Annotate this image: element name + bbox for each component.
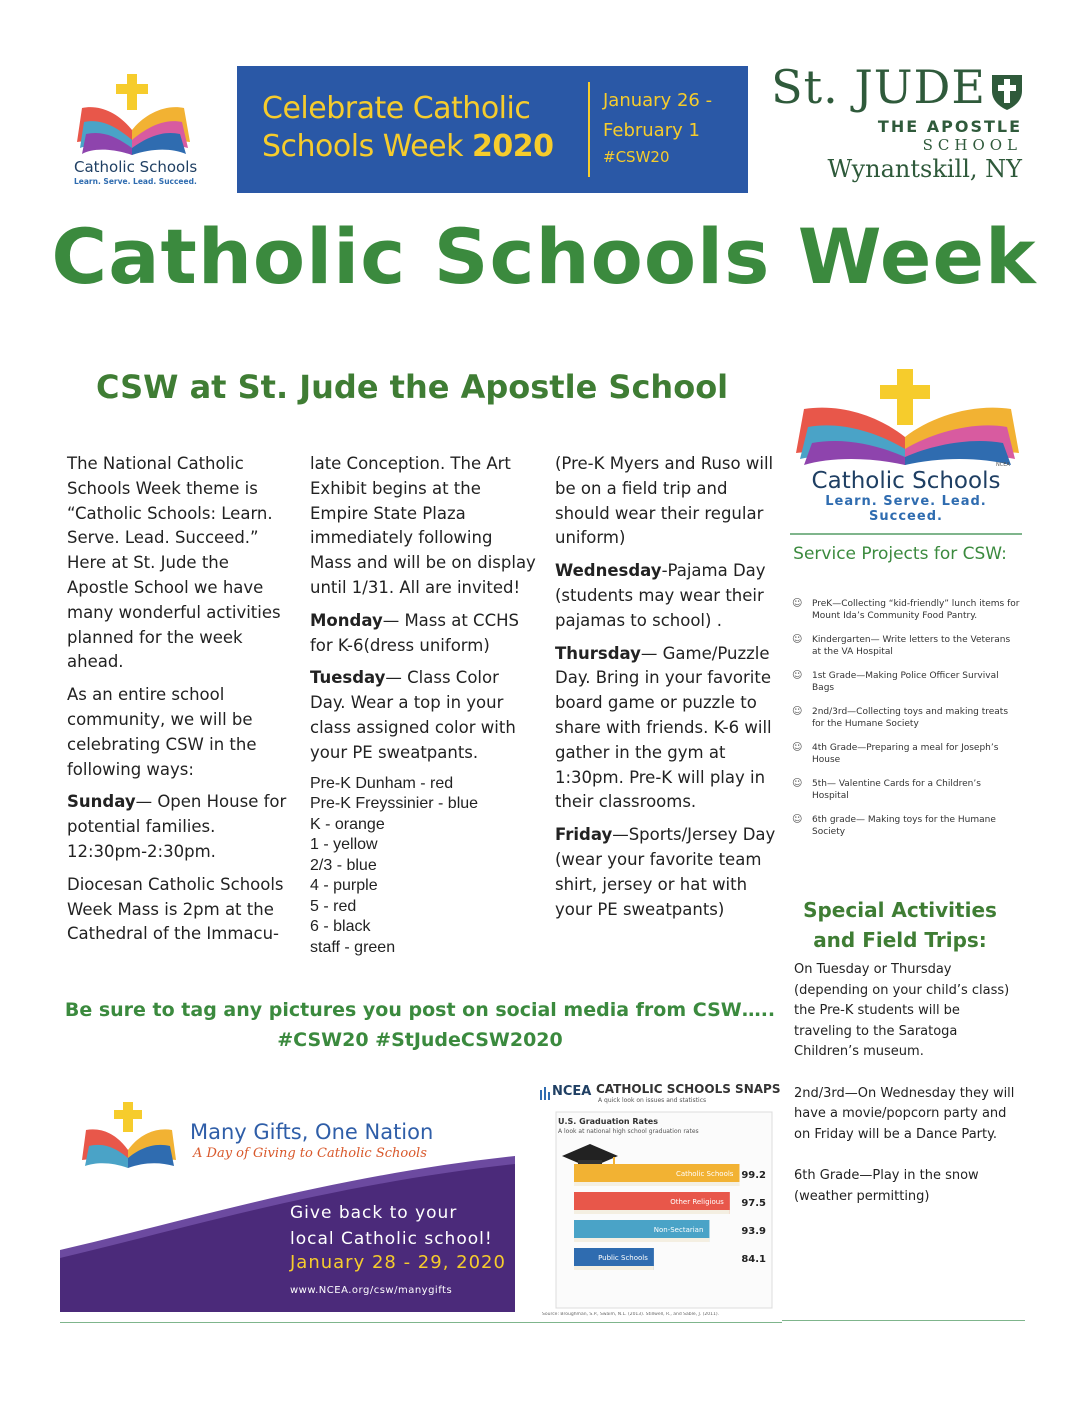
art-exhibit-paragraph: late Conception. The Art Exhibit begins at the Empire State Plaza immediately following Mass and will be on display until 1/31. All are invited!	[310, 454, 536, 597]
school-name	[754, 60, 1024, 122]
banner-title-line2	[262, 128, 562, 166]
list-item: ☺ 2nd/3rd—Collecting toys and making treats for the Humane Society	[790, 706, 1020, 730]
tuesday-paragraph	[310, 666, 538, 765]
list-item: ☺ 4th Grade—Preparing a meal for Joseph’s House	[790, 742, 1020, 766]
many-gifts-cta	[290, 1200, 510, 1252]
color-item: K - orange	[310, 815, 385, 833]
monday-text: — Mass at CCHS for K-6(dress uniform)	[310, 610, 519, 655]
banner-year: 2020	[472, 129, 554, 164]
special-activities-title: Special Activities and Field Trips:	[803, 898, 997, 952]
color-item: Pre-K Dunham - red	[310, 774, 454, 792]
list-item: ☺ 6th grade— Making toys for the Humane Society	[790, 814, 1020, 838]
color-item: staff - green	[310, 938, 396, 956]
thursday-text: — Game/Puzzle Day. Bring in your favorite board game or puzzle to share with friends. K-6 will gather in the gym at 1:30pm. Pre-K will play in their classrooms.	[555, 643, 772, 812]
graduation-rate-chart	[570, 1160, 770, 1280]
bar-category-label: Non-Sectarian	[653, 1226, 704, 1234]
special-paragraph: 2nd/3rd—On Wednesday they will have a movie/popcorn party and on Friday will be a Dance Party.	[794, 1085, 1015, 1142]
column-2	[310, 452, 538, 958]
bar-value-label: 97.5	[741, 1198, 766, 1209]
service-projects-list	[790, 598, 1020, 850]
special-activities-body	[794, 960, 1016, 1228]
special-paragraph: On Tuesday or Thursday (depending on your child’s class) the Pre-K students will be traveling to the Saratoga Children’s museum.	[794, 962, 1010, 1059]
chart-subtitle: A look at national high school graduation rates	[558, 1128, 699, 1135]
ncea-source: Source: Broughman, S.P., Swaim, N.L. (2013). Stillwell, R., and Sable, J. (2011).	[542, 1312, 720, 1317]
ncea-bars-icon	[540, 1085, 550, 1104]
tag-line-text: Be sure to tag any pictures you post on social media from CSW…..	[64, 999, 776, 1021]
list-item: ☺ 1st Grade—Making Police Officer Survival Bags	[790, 670, 1020, 694]
logo-name: Catholic Schools	[74, 158, 198, 176]
many-gifts-subtitle: A Day of Giving to Catholic Schools	[193, 1146, 427, 1161]
many-gifts-title: Many Gifts, One Nation	[190, 1120, 434, 1144]
hashtags: #CSW20 #StJudeCSW2020	[277, 1029, 563, 1051]
special-paragraph: 6th Grade—Play in the snow (weather permitting)	[794, 1168, 979, 1204]
bar-value-label: 93.9	[741, 1226, 766, 1237]
service-projects-title: Service Projects for CSW:	[793, 544, 1007, 564]
ncea-small-mark: NCEA	[996, 462, 1010, 468]
tuesday-text: — Class Color Day. Wear a top in your class assigned color with your PE sweatpants.	[310, 668, 516, 762]
list-item: ☺ 5th— Valentine Cards for a Children’s Hospital	[790, 778, 1020, 802]
bottom-rule	[782, 1320, 1025, 1321]
main-title: Catholic Schools Week	[51, 212, 1037, 301]
logo-tagline: Learn. Serve. Lead. Succeed.	[74, 177, 197, 186]
friday-text: —Sports/Jersey Day (wear your favorite team shirt, jersey or hat with your PE sweatpants)	[555, 825, 776, 919]
column-3	[555, 452, 780, 930]
ncea-heading-sub: A quick look on issues and statistics	[598, 1097, 707, 1104]
school-name-text: St. JUDE	[771, 60, 986, 114]
intro-paragraph: The National Catholic Schools Week theme is “Catholic Schools: Learn. Serve. Lead. Succeed.” Here at St. Jude the Apostle School we have many wonderful activities planned for the week ahead.	[67, 454, 281, 672]
wednesday-paragraph	[555, 559, 780, 633]
tuesday-label: Tuesday	[310, 668, 386, 688]
field-trip-paragraph: (Pre-K Myers and Ruso will be on a field trip and should wear their regular uniform)	[555, 454, 774, 548]
bar-value-label: 84.1	[741, 1254, 766, 1265]
bar-value-label: 99.2	[741, 1170, 766, 1181]
cta-line: Give back to your	[290, 1203, 458, 1223]
thursday-paragraph	[555, 642, 780, 816]
school-subtitle-apostle: THE APOSTLE	[877, 117, 1022, 136]
friday-paragraph	[555, 823, 780, 922]
school-subtitle-school: SCHOOL	[922, 136, 1022, 154]
bottom-rule	[60, 1322, 782, 1323]
book-pages	[574, 1266, 654, 1270]
chart-title: U.S. Graduation Rates	[558, 1117, 658, 1126]
many-gifts-book-icon	[78, 1100, 183, 1170]
bar-category-label: Other Religious	[670, 1198, 724, 1206]
color-item: 1 - yellow	[310, 836, 378, 854]
many-gifts-url[interactable]: www.NCEA.org/csw/manygifts	[290, 1285, 453, 1296]
book-pages	[574, 1182, 739, 1186]
banner-title	[262, 90, 562, 166]
monday-paragraph	[310, 609, 538, 659]
catholic-schools-logo-large	[790, 365, 1025, 470]
book-pages	[574, 1238, 709, 1242]
color-item: 5 - red	[310, 897, 357, 915]
ncea-heading: CATHOLIC SCHOOLS SNAPS	[596, 1082, 781, 1096]
banner-dates	[603, 86, 712, 168]
sidebar-divider	[790, 533, 1022, 535]
thursday-label: Thursday	[555, 643, 641, 663]
social-media-tag-line	[60, 995, 780, 1055]
color-item: 6 - black	[310, 918, 371, 936]
many-gifts-dates: January 28 - 29, 2020	[290, 1252, 506, 1273]
color-item: 2/3 - blue	[310, 856, 377, 874]
column-1	[67, 452, 292, 955]
class-color-list	[310, 774, 538, 959]
banner-date-end: February 1	[603, 120, 700, 141]
book-pages	[574, 1210, 730, 1214]
wednesday-label: Wednesday	[555, 561, 662, 581]
color-item: 4 - purple	[310, 877, 378, 895]
shield-cross-icon	[990, 68, 1024, 122]
sunday-paragraph	[67, 790, 292, 864]
cta-line: local Catholic school!	[290, 1229, 493, 1249]
banner-title-line2-text: Schools Week	[262, 129, 472, 164]
school-location: Wynantskill, NY	[827, 155, 1022, 183]
banner-title-line1: Celebrate Catholic	[262, 91, 531, 126]
sidebar-logo-tagline: Learn. Serve. Lead. Succeed.	[825, 494, 987, 524]
list-item: ☺ Kindergarten— Write letters to the Veterans at the VA Hospital	[790, 634, 1020, 658]
catholic-schools-logo-small	[72, 70, 197, 160]
section-title: CSW at St. Jude the Apostle School	[96, 368, 729, 406]
sunday-label: Sunday	[67, 792, 136, 812]
bar-category-label: Public Schools	[598, 1254, 648, 1262]
wednesday-text: -Pajama Day (students may wear their pajamas to school) .	[555, 561, 766, 630]
mass-paragraph: Diocesan Catholic Schools Week Mass is 2pm at the Cathedral of the Immacu-	[67, 874, 284, 944]
monday-label: Monday	[310, 610, 383, 630]
friday-label: Friday	[555, 825, 613, 845]
color-item: Pre-K Freyssinier - blue	[310, 795, 479, 813]
sidebar-logo-name: Catholic Schools	[811, 468, 1001, 494]
open-book-cross-icon	[72, 70, 197, 160]
community-paragraph: As an entire school community, we will be celebrating CSW in the following ways:	[67, 685, 257, 779]
sunday-text: — Open House for potential families. 12:30pm-2:30pm.	[67, 792, 287, 861]
bar-category-label: Catholic Schools	[675, 1170, 734, 1178]
banner-hashtag: #CSW20	[603, 148, 670, 166]
banner-date-start: January 26 -	[603, 90, 713, 111]
ncea-org: NCEA	[552, 1084, 592, 1099]
list-item: ☺ PreK—Collecting “kid-friendly” lunch items for Mount Ida’s Community Food Pantry.	[790, 598, 1020, 622]
banner-divider	[588, 82, 590, 177]
open-book-cross-icon	[790, 365, 1025, 470]
